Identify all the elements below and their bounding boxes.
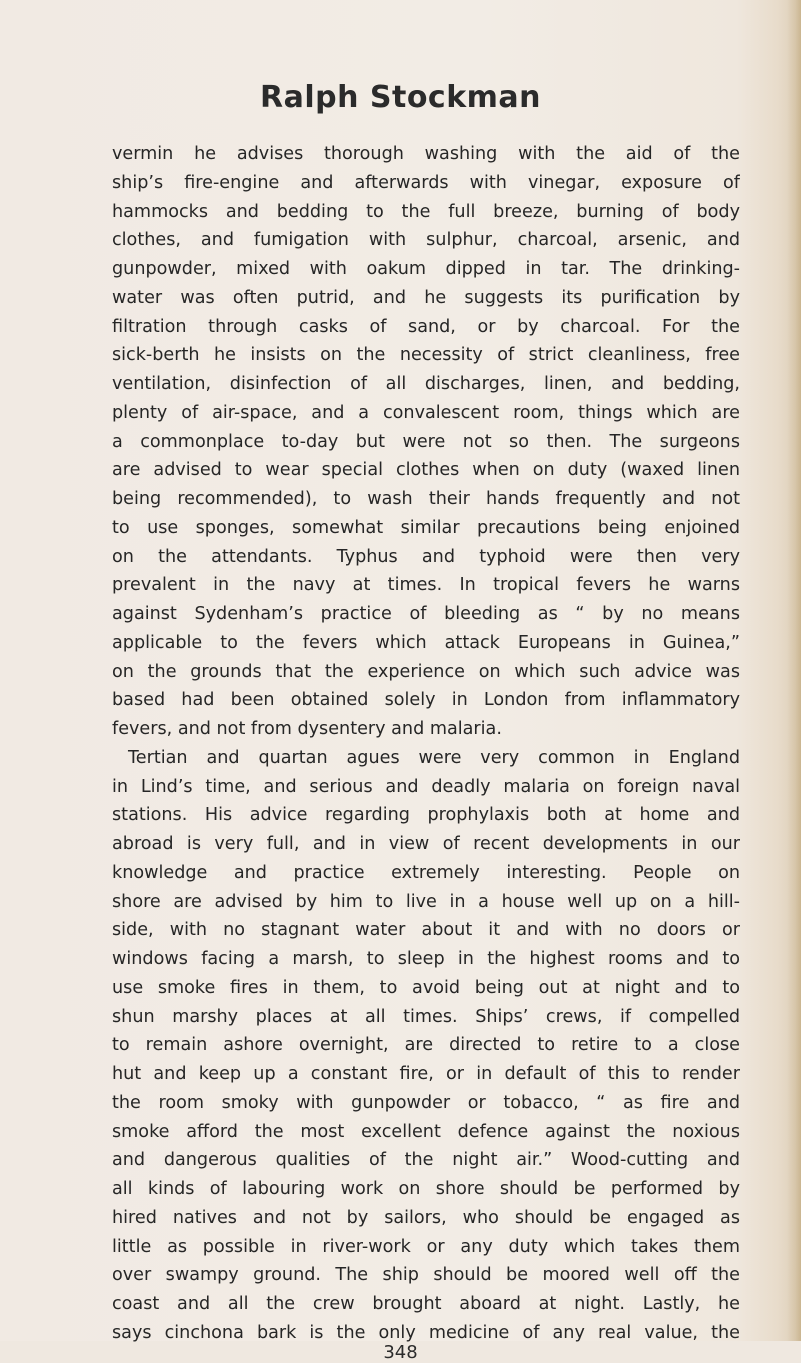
text-line: windows facing a marsh, to sleep in the highest rooms and to [112, 949, 740, 969]
text-line: on the attendants. Typhus and typhoid were then very [112, 546, 740, 567]
text-line: shun marshy places at all times. Ships’ crews, if compelled [112, 1006, 740, 1027]
text-line: plenty of air-space, and a convalescent room, things which are [112, 402, 740, 423]
text-line: hammocks and bedding to the full breeze, burning of body [112, 201, 740, 222]
text-line: being recommended), to wash their hands frequently and not [112, 489, 740, 509]
text-line: shore are advised by him to live in a house well up on a hill- [112, 891, 740, 912]
text-line: ship’s fire-engine and afterwards with vinegar, exposure of [112, 172, 740, 193]
text-line: are advised to wear special clothes when on duty (waxed linen [112, 460, 740, 481]
text-line: gunpowder, mixed with oakum dipped in tar. The drinking- [112, 259, 740, 279]
text-line: Tertian and quartan agues were very common in England [128, 747, 740, 768]
text-line: smoke afford the most excellent defence against the noxious [112, 1121, 740, 1142]
text-line: hut and keep up a constant fire, or in default of this to render [112, 1064, 740, 1084]
text-line: coast and all the crew brought aboard at night. Lastly, he [112, 1294, 740, 1314]
text-line: all kinds of labouring work on shore should be performed by [112, 1179, 740, 1199]
text-line: prevalent in the navy at times. In tropical fevers he warns [112, 575, 740, 596]
text-line: says cinchona bark is the only medicine of any real value, the [112, 1322, 740, 1343]
text-line: hired natives and not by sailors, who should be engaged as [112, 1207, 740, 1228]
text-line: to remain ashore overnight, are directed to retire to a close [112, 1035, 740, 1056]
page-number: 348 [383, 1341, 418, 1363]
text-line: in Lind’s time, and serious and deadly malaria on foreign naval [112, 776, 740, 797]
text-line: the room smoky with gunpowder or tobacco, “ as fire and [112, 1092, 740, 1113]
text-line: on the grounds that the experience on which such advice was [112, 661, 740, 682]
text-line: clothes, and fumigation with sulphur, charcoal, arsenic, and [112, 230, 740, 251]
text-line: stations. His advice regarding prophylaxis both at home and [112, 805, 740, 826]
text-line: applicable to the fevers which attack Europeans in Guinea,” [112, 632, 740, 653]
text-line: use smoke fires in them, to avoid being out at night and to [112, 977, 740, 998]
text-line: vermin he advises thorough washing with the aid of the [112, 144, 740, 164]
text-line: sick-berth he insists on the necessity of strict cleanliness, free [112, 345, 740, 366]
text-line: little as possible in river-work or any duty which takes them [112, 1236, 740, 1257]
text-line: and dangerous qualities of the night air.” Wood-cutting and [112, 1150, 740, 1171]
text-line: side, with no stagnant water about it and with no doors or [112, 920, 740, 941]
text-line: against Sydenham’s practice of bleeding as “ by no means [112, 604, 740, 624]
text-line: based had been obtained solely in London from inflammatory [112, 690, 740, 711]
text-line: ventilation, disinfection of all discharges, linen, and bedding, [112, 374, 740, 394]
text-line: water was often putrid, and he suggests its purification by [112, 287, 740, 308]
body-text [112, 140, 740, 1348]
page-edge-shadow [787, 0, 801, 1341]
text-line: fevers, and not from dysentery and malaria. [112, 719, 502, 739]
text-line: over swampy ground. The ship should be moored well off the [112, 1265, 740, 1286]
text-line: knowledge and practice extremely interesting. People on [112, 862, 740, 883]
text-line: to use sponges, somewhat similar precautions being enjoined [112, 517, 740, 538]
text-line: filtration through casks of sand, or by charcoal. For the [112, 316, 740, 337]
text-line: a commonplace to-day but were not so then. The surgeons [112, 431, 740, 452]
running-head: Ralph Stockman [259, 80, 542, 115]
text-line: abroad is very full, and in view of recent developments in our [112, 834, 740, 854]
